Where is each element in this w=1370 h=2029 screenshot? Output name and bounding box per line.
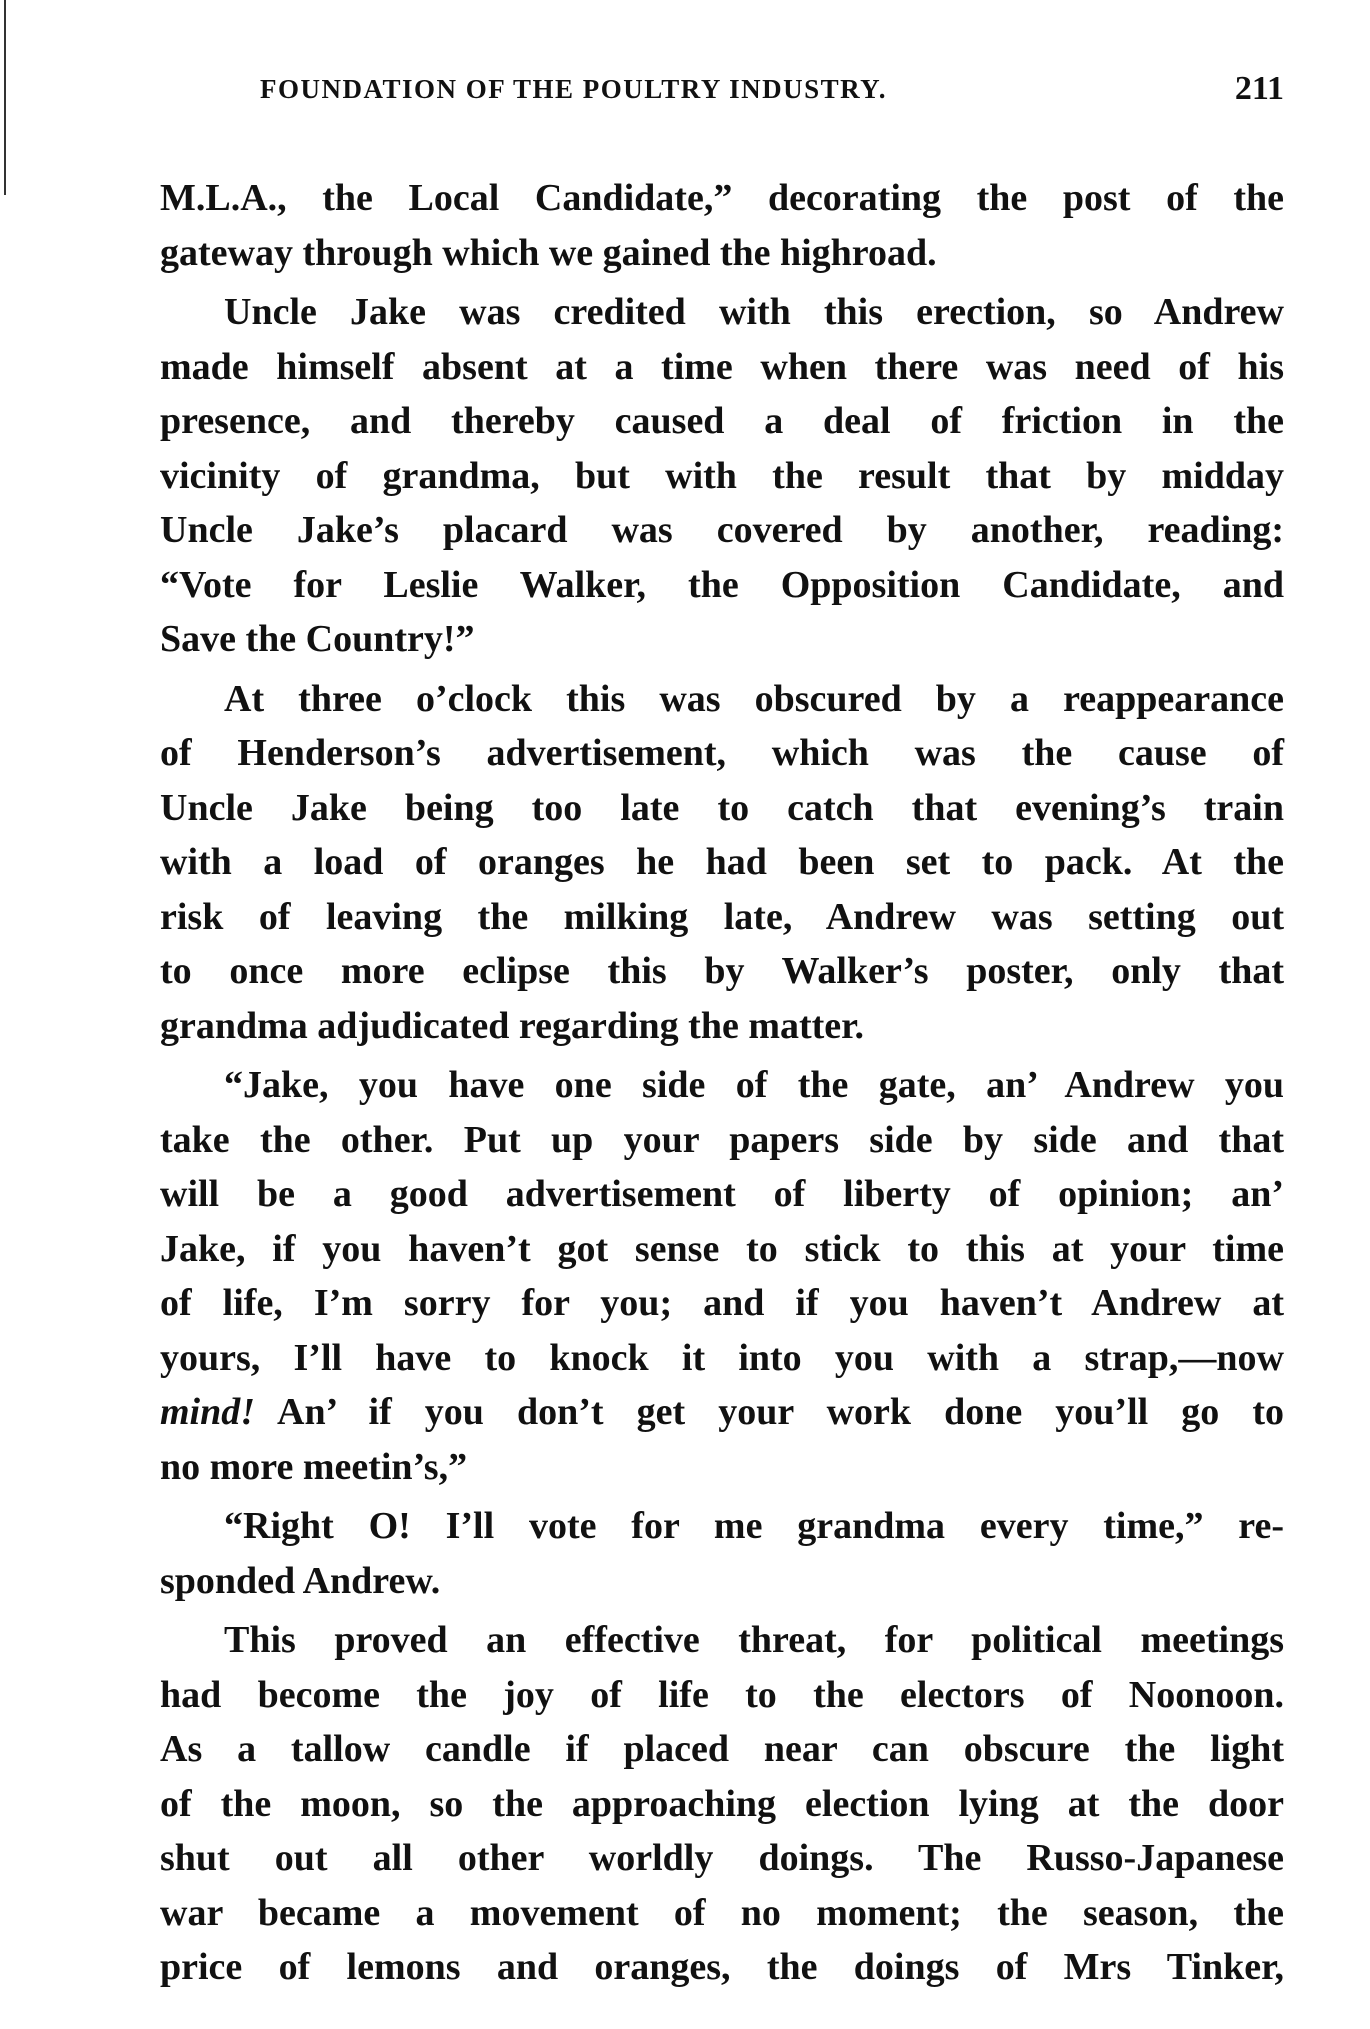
text-line: will be a good advertisement of liberty of opinion; an’ bbox=[160, 1173, 1284, 1215]
text-line: Jake, if you haven’t got sense to stick to this at your time bbox=[160, 1227, 1284, 1270]
running-head bbox=[160, 70, 1284, 114]
text-line: “Vote for Leslie Walker, the Opposition Candidate, and bbox=[160, 563, 1284, 606]
text-line: Save the Country!” bbox=[160, 618, 475, 660]
text-line: shut out all other worldly doings. The Russo-Japanese bbox=[160, 1837, 1284, 1879]
text-line: Uncle Jake being too late to catch that evening’s train bbox=[160, 786, 1284, 829]
paragraph bbox=[160, 1058, 1284, 1494]
body-text bbox=[160, 171, 1284, 2000]
paragraph bbox=[160, 285, 1284, 667]
text-line: “Jake, you have one side of the gate, an’ Andrew you bbox=[224, 1064, 1284, 1106]
text-line: grandma adjudicated regarding the matter. bbox=[160, 1004, 865, 1047]
text-line bbox=[160, 1385, 1284, 1440]
paragraph bbox=[160, 1499, 1284, 1608]
text-line: had become the joy of life to the electors of Noonoon. bbox=[160, 1673, 1284, 1716]
text-line: “Right O! I’ll vote for me grandma every time,” re- bbox=[224, 1505, 1284, 1547]
text-line: At three o’clock this was obscured by a reappearance bbox=[224, 677, 1284, 720]
text-line: vicinity of grandma, but with the result that by midday bbox=[160, 454, 1284, 497]
text-line: of Henderson’s advertisement, which was the cause of bbox=[160, 732, 1284, 774]
text-line: no more meetin’s,” bbox=[160, 1445, 468, 1488]
paragraph bbox=[160, 672, 1284, 1054]
text-line: As a tallow candle if placed near can obscure the light bbox=[160, 1728, 1284, 1770]
text-line: yours, I’ll have to knock it into you with a strap,—now bbox=[160, 1336, 1284, 1379]
text-line: of life, I’m sorry for you; and if you haven’t Andrew at bbox=[160, 1282, 1284, 1324]
text-line: price of lemons and oranges, the doings of Mrs Tinker, bbox=[160, 1946, 1284, 1988]
text-line: sponded Andrew. bbox=[160, 1559, 441, 1602]
text-line: of the moon, so the approaching election lying at the door bbox=[160, 1782, 1284, 1825]
text-line: M.L.A., the Local Candidate,” decorating the post of the bbox=[160, 177, 1284, 219]
text-line: Uncle Jake’s placard was covered by another, reading: bbox=[160, 509, 1284, 551]
text-line: made himself absent at a time when there was need of his bbox=[160, 345, 1284, 388]
text-line: This proved an effective threat, for political meetings bbox=[224, 1619, 1284, 1661]
text-line: risk of leaving the milking late, Andrew was setting out bbox=[160, 895, 1284, 938]
text-line: gateway through which we gained the highroad. bbox=[160, 231, 937, 274]
text-line: to once more eclipse this by Walker’s poster, only that bbox=[160, 950, 1284, 992]
paragraph bbox=[160, 171, 1284, 280]
page-number: 211 bbox=[1234, 70, 1284, 107]
text-line: with a load of oranges he had been set to pack. At the bbox=[160, 841, 1284, 883]
running-head-title: FOUNDATION OF THE POULTRY INDUSTRY. bbox=[260, 74, 887, 104]
text-line: Uncle Jake was credited with this erection, so Andrew bbox=[224, 291, 1284, 333]
text-line: presence, and thereby caused a deal of friction in the bbox=[160, 400, 1284, 442]
text-line: war became a movement of no moment; the season, the bbox=[160, 1891, 1284, 1934]
italic-emphasis: mind! bbox=[160, 1391, 256, 1433]
paragraph bbox=[160, 1613, 1284, 1995]
text-line: take the other. Put up your papers side by side and that bbox=[160, 1118, 1284, 1161]
page-edge-line bbox=[4, 0, 6, 195]
line-text: An’ if you don’t get your work done you’ll go to bbox=[277, 1391, 1284, 1433]
